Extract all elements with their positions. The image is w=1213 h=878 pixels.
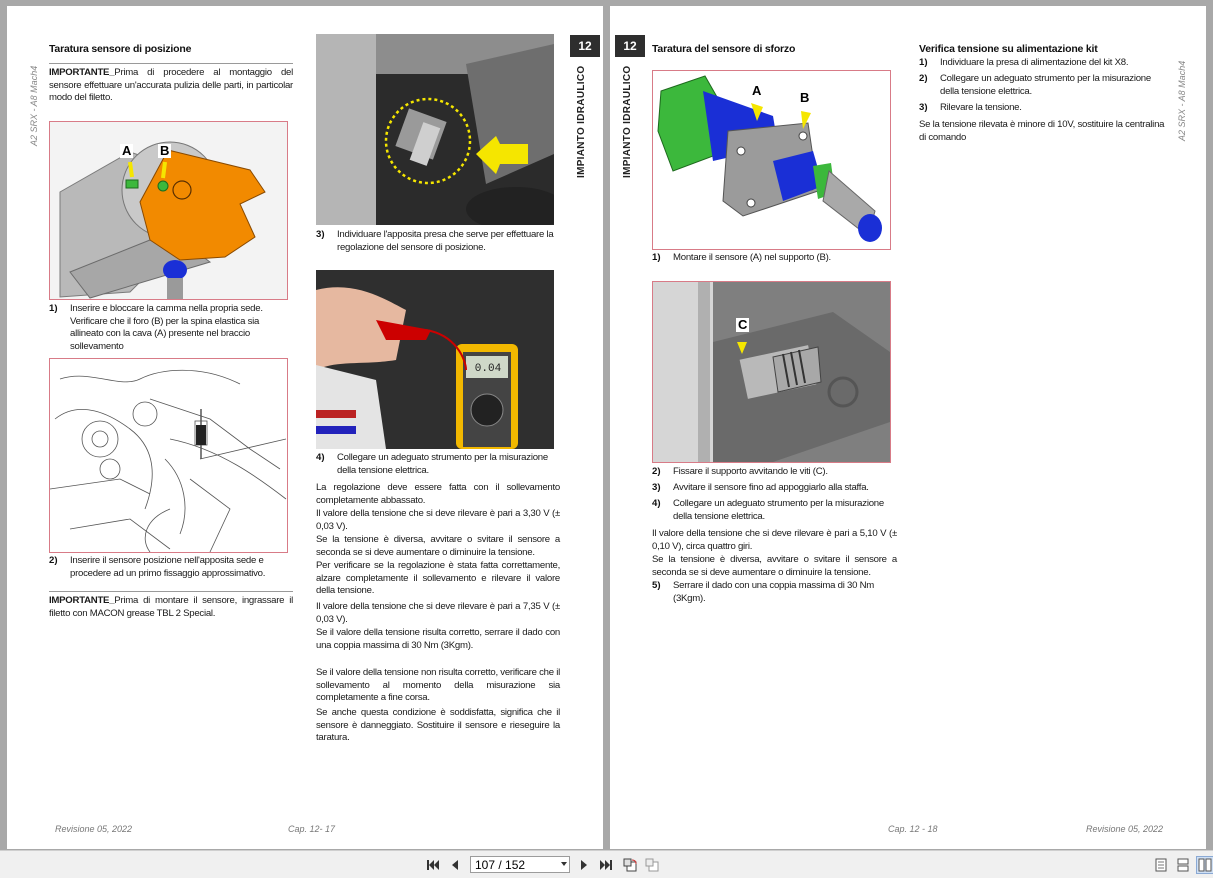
multimeter-photo bbox=[316, 270, 554, 449]
footer-page-number: Cap. 12- 17 bbox=[288, 824, 336, 834]
step-text: Individuare l'apposita presa che serve per effettuare la regolazione del sensore di posizione. bbox=[337, 229, 554, 253]
next-page-icon[interactable] bbox=[575, 856, 593, 874]
step-text: Inserire il sensore posizione nell'apposita sede e procedere ad un primo fissaggio approssimativo. bbox=[70, 555, 266, 579]
footer-revision: Revisione 05, 2022 bbox=[55, 824, 133, 834]
callout-b: B bbox=[800, 90, 810, 105]
body-paragraph: Per verificare se la regolazione è stata fatta correttamente, alzare completamente il sollevamento e rilevare il valore della tensione. bbox=[316, 560, 560, 597]
footer-page-number: Cap. 12 - 18 bbox=[888, 824, 938, 834]
force-sensor-illustration bbox=[653, 71, 890, 249]
important-text: Prima di procedere al montaggio del sensore effettuare un'accurata pulizia delle parti, in particolar modo del filetto. bbox=[49, 67, 293, 104]
viewer-toolbar bbox=[0, 850, 1213, 878]
copy-icon[interactable] bbox=[643, 856, 661, 874]
side-model-label: A2 SRX - A8 Mach4 bbox=[1177, 60, 1187, 141]
callout-a: A bbox=[752, 83, 762, 98]
body-paragraph: Se anche questa condizione è soddisfatta, significa che il sensore è danneggiato. Sostituire il sensore e rieseguire la taratura. bbox=[316, 707, 560, 744]
footer-revision: Revisione 05, 2022 bbox=[1086, 824, 1164, 834]
figure-force-sensor bbox=[652, 70, 891, 250]
step-number: 3) bbox=[652, 482, 661, 493]
section-title: Taratura del sensore di sforzo bbox=[652, 43, 796, 55]
body-paragraph: Il valore della tensione che si deve rilevare è pari a 5,10 V (± 0,10 V), circa quattro giri. bbox=[652, 528, 897, 552]
important-label: IMPORTANTE_ bbox=[49, 67, 115, 78]
figure-sensor-drawing bbox=[49, 358, 288, 553]
step-number: 1) bbox=[919, 57, 928, 68]
step-text: Montare il sensore (A) nel supporto (B). bbox=[673, 252, 831, 263]
multimeter-reading: 0.04 bbox=[474, 363, 502, 375]
rotate-icon[interactable] bbox=[621, 856, 639, 874]
step-number: 2) bbox=[652, 466, 661, 477]
sensor-location-photo bbox=[316, 34, 554, 225]
step-text: Inserire e bloccare la camma nella propria sede. Verificare che il foro (B) per la spina elastica sia allineato con la cava (A) presente nel braccio sollevamento bbox=[70, 303, 263, 352]
step-number: 4) bbox=[316, 452, 325, 463]
step-number: 1) bbox=[49, 303, 58, 314]
step-text: Individuare la presa di alimentazione del kit X8. bbox=[940, 57, 1129, 68]
important-note bbox=[49, 67, 293, 105]
divider bbox=[49, 63, 293, 64]
step-text: Rilevare la tensione. bbox=[940, 102, 1022, 113]
step-number: 4) bbox=[652, 498, 661, 509]
body-paragraph: Il valore della tensione che si deve rilevare è pari a 7,35 V (± 0,03 V). bbox=[316, 601, 560, 625]
page-number-input[interactable] bbox=[470, 856, 570, 873]
body-paragraph: Se la tensione rilevata è minore di 10V, sostituire la centralina di comando bbox=[919, 119, 1165, 143]
step-text: Collegare un adeguato strumento per la misurazione della tensione elettrica. bbox=[940, 73, 1151, 97]
sensor-mounted-photo bbox=[653, 282, 890, 462]
body-paragraph: Se la tensione è diversa, avvitare o svitare il sensore a seconda se si deve aumentare o diminuire la tensione. bbox=[652, 554, 897, 578]
body-paragraph: La regolazione deve essere fatta con il sollevamento completamente abbassato. bbox=[316, 482, 560, 506]
body-paragraph: Se la tensione è diversa, avvitare o svitare il sensore a seconda se si deve aumentare o diminuire la tensione. bbox=[316, 534, 560, 558]
side-model-label: A2 SRX - A8 Mach4 bbox=[29, 65, 39, 146]
step-text: Collegare un adeguato strumento per la misurazione della tensione elettrica. bbox=[673, 498, 884, 522]
first-page-icon[interactable] bbox=[424, 856, 442, 874]
callout-a: A bbox=[122, 143, 132, 158]
step-number: 1) bbox=[652, 252, 661, 263]
divider bbox=[49, 591, 293, 592]
callout-b: B bbox=[160, 143, 170, 158]
step-text: Fissare il supporto avvitando le viti (C). bbox=[673, 466, 828, 477]
document-page-right bbox=[610, 6, 1206, 849]
chevron-down-icon[interactable] bbox=[561, 862, 567, 866]
document-page-left bbox=[7, 6, 603, 849]
body-paragraph: Il valore della tensione che si deve rilevare è pari a 3,30 V (± 0,03 V). bbox=[316, 508, 560, 532]
last-page-icon[interactable] bbox=[597, 856, 615, 874]
step-text: Collegare un adeguato strumento per la misurazione della tensione elettrica. bbox=[337, 452, 548, 476]
section-label: IMPIANTO IDRAULICO bbox=[576, 65, 587, 178]
section-title: Taratura sensore di posizione bbox=[49, 43, 192, 55]
step-text: Avvitare il sensore fino ad appoggiarlo alla staffa. bbox=[673, 482, 869, 493]
photo-sensor-location bbox=[316, 34, 554, 225]
single-page-icon[interactable] bbox=[1152, 856, 1170, 874]
step-number: 5) bbox=[652, 580, 661, 591]
sensor-line-drawing bbox=[50, 359, 287, 552]
photo-multimeter bbox=[316, 270, 554, 449]
step-text: Serrare il dado con una coppia massima di 30 Nm (3Kgm). bbox=[673, 580, 875, 604]
two-page-icon[interactable] bbox=[1196, 856, 1213, 874]
figure-cam-bracket bbox=[49, 121, 288, 300]
step-number: 2) bbox=[919, 73, 928, 84]
step-number: 2) bbox=[49, 555, 58, 566]
section-label: IMPIANTO IDRAULICO bbox=[622, 65, 633, 178]
step-number: 3) bbox=[919, 102, 928, 113]
section-title: Verifica tensione su alimentazione kit bbox=[919, 43, 1098, 55]
important-text: Prima di montare il sensore, ingrassare il filetto con MACON grease TBL 2 Special. bbox=[49, 595, 293, 619]
callout-c: C bbox=[738, 317, 748, 332]
step-number: 3) bbox=[316, 229, 325, 240]
chapter-number-badge: 12 bbox=[615, 35, 645, 57]
important-note bbox=[49, 595, 293, 620]
important-label: IMPORTANTE_ bbox=[49, 595, 115, 606]
continuous-page-icon[interactable] bbox=[1174, 856, 1192, 874]
photo-sensor-mounted bbox=[652, 281, 891, 463]
body-paragraph: Se il valore della tensione non risulta corretto, verificare che il sollevamento al momento della misurazione sia completamente a fine corsa. bbox=[316, 667, 561, 704]
previous-page-icon[interactable] bbox=[446, 856, 464, 874]
body-paragraph: Se il valore della tensione risulta corretto, serrare il dado con una coppia massima di 30 Nm (3Kgm). bbox=[316, 627, 560, 651]
chapter-number-badge: 12 bbox=[570, 35, 600, 57]
